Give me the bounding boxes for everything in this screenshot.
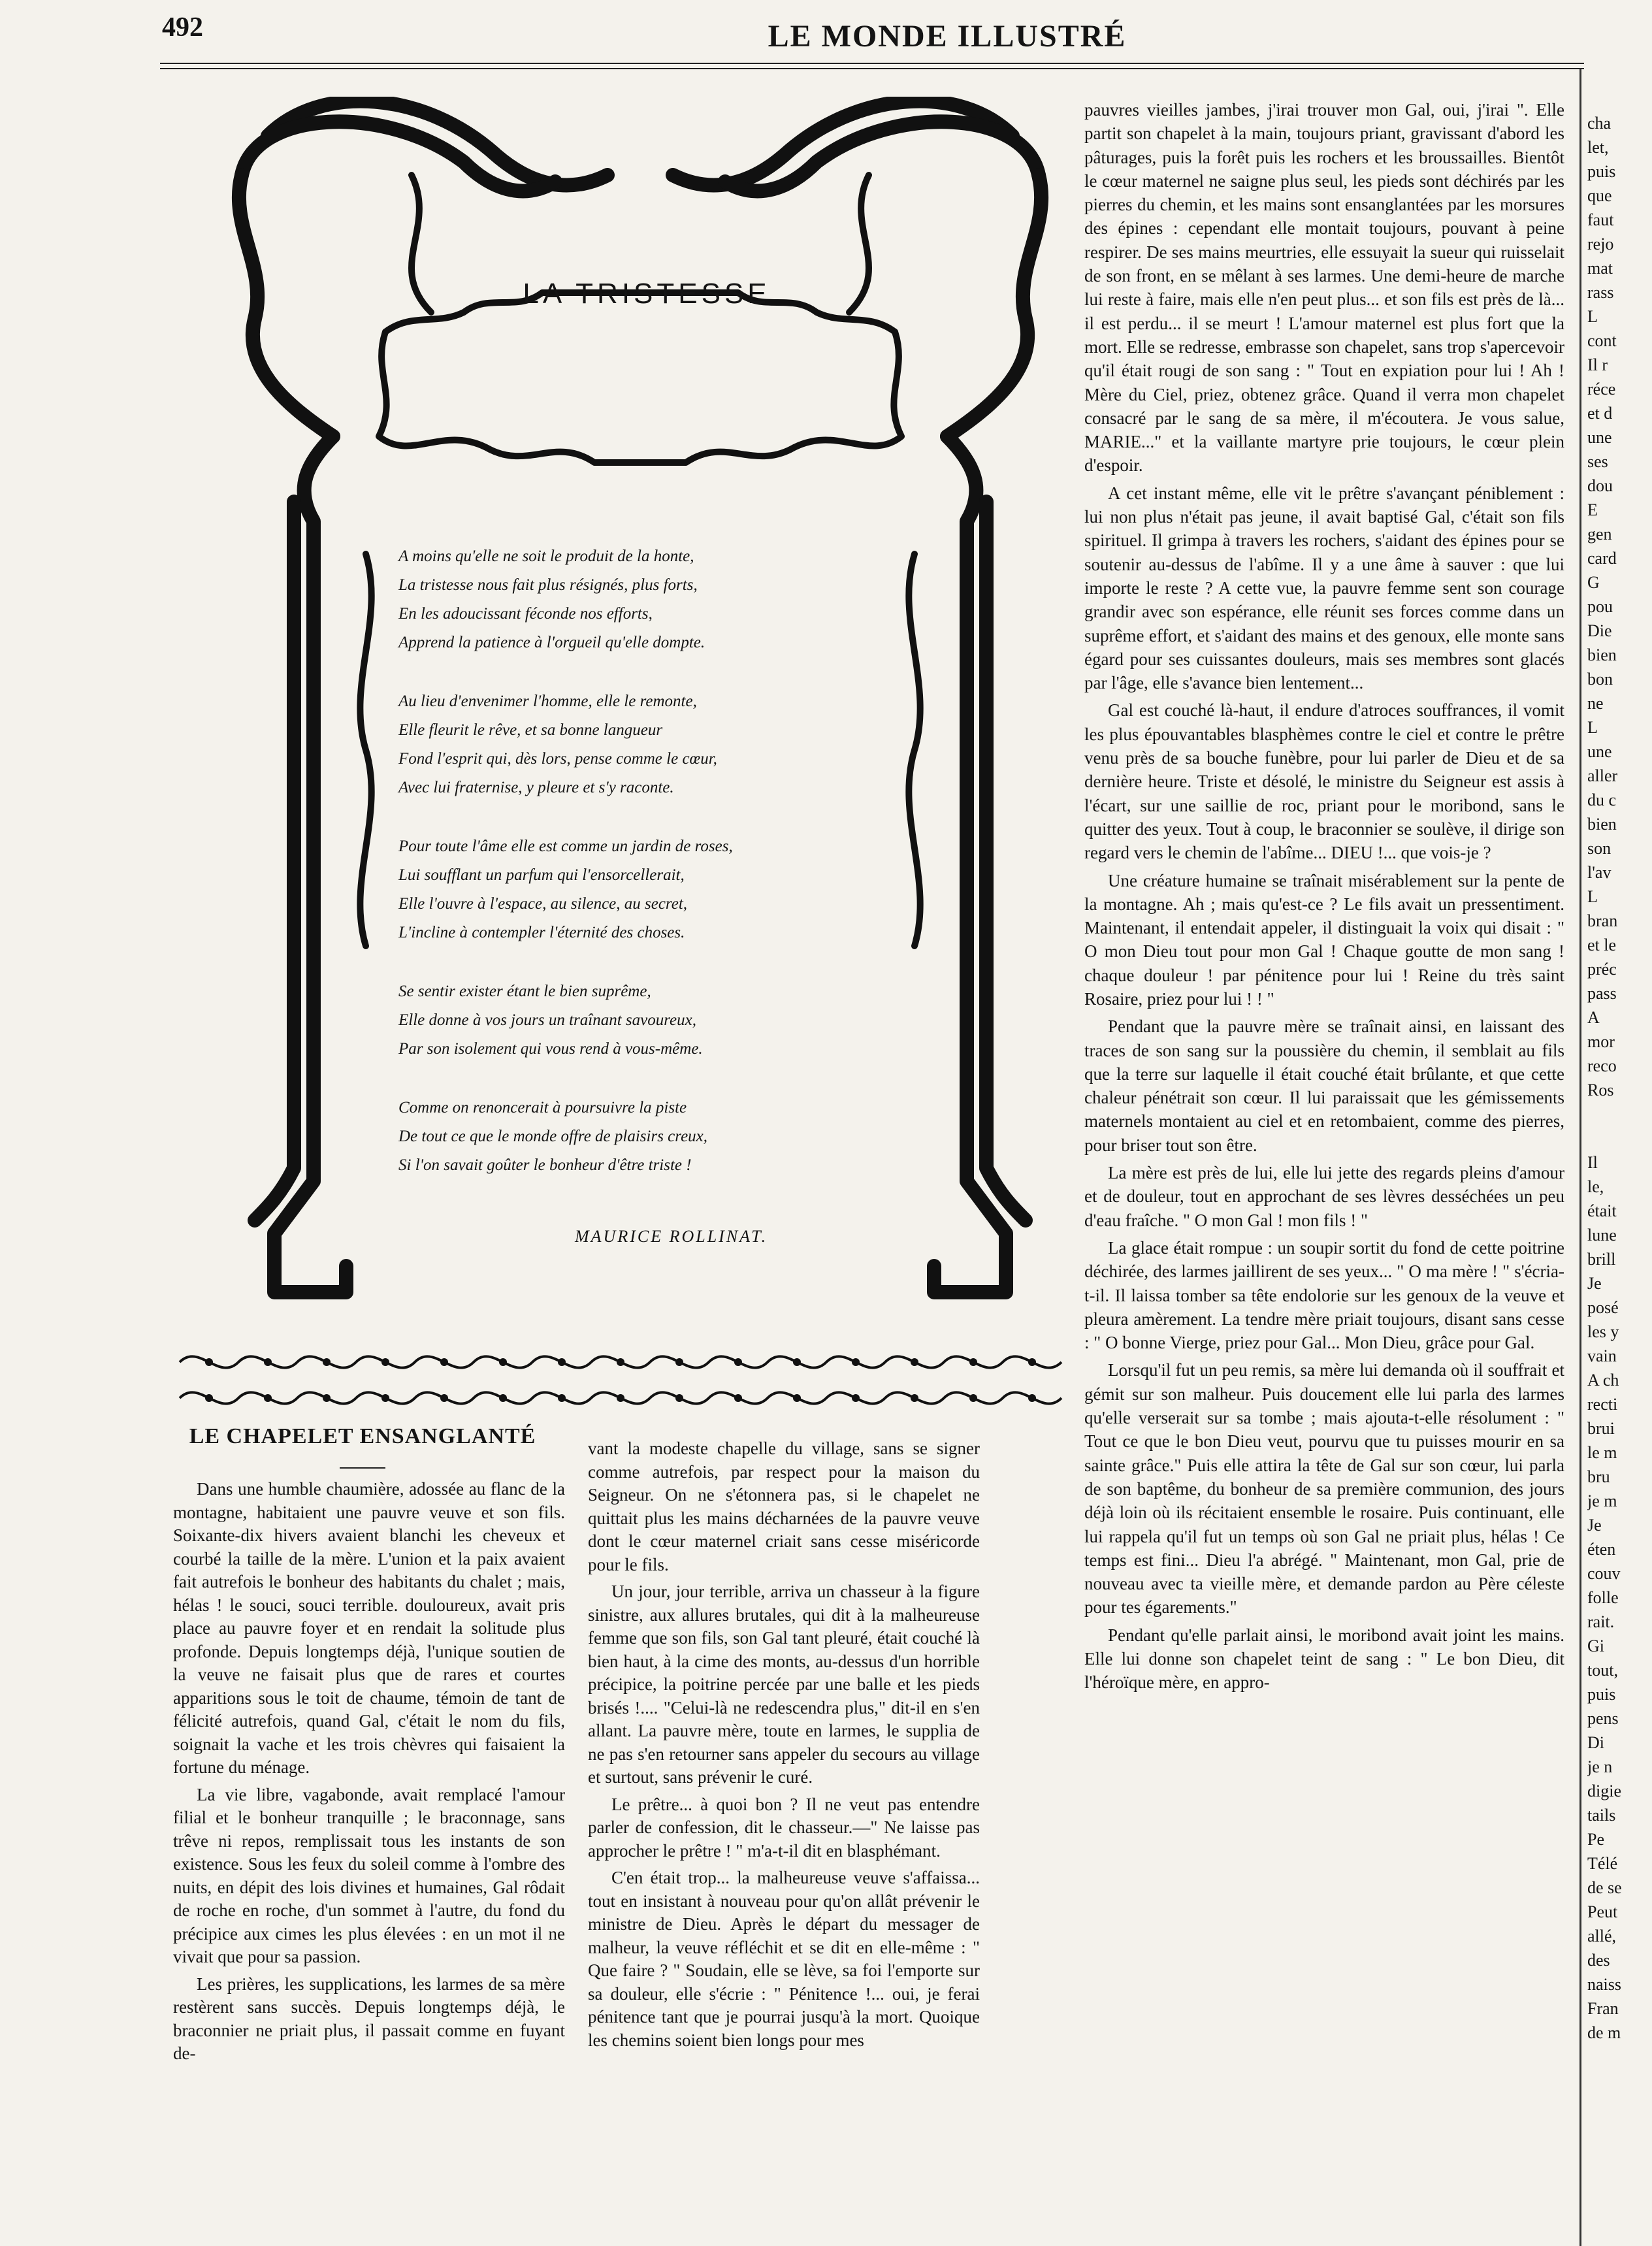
poem-line: Elle donne à vos jours un traînant savoureux, — [398, 1011, 696, 1029]
poem-stanza — [398, 832, 856, 947]
fragment-line: je n — [1587, 1757, 1613, 1776]
fragment-line: réce — [1587, 380, 1616, 399]
fragment-line: du c — [1587, 790, 1617, 809]
title-rule — [340, 1467, 385, 1469]
fragment-line: digie — [1587, 1782, 1621, 1800]
fragment-line: Ros — [1587, 1081, 1614, 1099]
fragment-line: le m — [1587, 1443, 1617, 1462]
paragraph: Dans une humble chaumière, adossée au flanc de la montagne, habitaient une pauvre veuve et son fils. Soixante-dix hivers avaient blanchi les cheveux et courbé la taille de la mère. L'union et la paix avaient fait autrefois le bonheur des habitants du chalet ; mais, hélas ! le souci, souci terrible. douloureux, avait pris place au pauvre foyer et en rendait la solitude plus profonde. Depuis longtemps déjà, l'unique soutien de la veuve ne faisait plus que de rares et courtes apparitions sous le toit de chaume, témoin de tant de félicité autrefois, quand Gal, c'était le nom du fils, soignait la vache et les trois chèvres qui faisaient la fortune du ménage. — [173, 1479, 565, 1777]
header-rule-bottom — [160, 68, 1584, 69]
poem-line: Apprend la patience à l'orgueil qu'elle dompte. — [398, 634, 705, 651]
poem-line: Si l'on savait goûter le bonheur d'être triste ! — [398, 1156, 692, 1174]
fragment-line: pass — [1587, 984, 1617, 1003]
fragment-line: l'av — [1587, 863, 1612, 882]
fragment-line: pens — [1587, 1709, 1619, 1728]
fragment-line: gen — [1587, 525, 1612, 544]
poem-stanza — [398, 1094, 856, 1180]
fragment-line: Je — [1587, 1516, 1602, 1535]
fragment-line: rait. — [1587, 1612, 1615, 1631]
paragraph: vant la modeste chapelle du village, sans se signer comme autrefois, par respect pour la maison du Seigneur. On ne s'étonnera pas, si le chapelet ne quittait plus les mains décharnées de la pauvre veuve dont le cœur maternel criait sans cesse miséricorde pour le fils. — [588, 1439, 980, 1574]
fragment-line: une — [1587, 428, 1612, 447]
paragraph: Les prières, les supplications, les larmes de sa mère restèrent sans succès. Depuis longtemps déjà, le braconnier ne priait plus, il passait comme en fuyant de- — [173, 1974, 565, 2063]
floral-ornament-band — [173, 1336, 1068, 1414]
poem-line: Se sentir exister étant le bien suprême, — [398, 983, 651, 1000]
poem-line: Lui soufflant un parfum qui l'ensorcellerait, — [398, 866, 685, 884]
poem-line: Fond l'esprit qui, dès lors, pense comme le cœur, — [398, 750, 717, 768]
fragment-line: et le — [1587, 936, 1617, 954]
fragment-line: préc — [1587, 960, 1617, 979]
paragraph: Un jour, jour terrible, arriva un chasseur à la figure sinistre, aux allures brutales, qui dit à la malheureuse femme que son fils, son Gal tant pleuré, était couché là bien haut, à la cime des monts, au-dessus d'un horrible précipice, la poitrine percée par une balle et les pieds brisés !.... "Celui-là ne redescendra plus," dit-il en s'en allant. La pauvre mère, toute en larmes, le supplia de ne pas s'en retourner sans appeler du secours au village et surtout, sans prévenir le curé. — [588, 1582, 980, 1787]
fragment-line: de m — [1587, 2023, 1621, 2042]
poem-body — [398, 542, 856, 1210]
fragment-line: les y — [1587, 1322, 1619, 1341]
fragment-line: folle — [1587, 1588, 1619, 1607]
fragment-line: L — [1587, 887, 1598, 906]
fragment-line: le, — [1587, 1177, 1604, 1196]
poem-line: Pour toute l'âme elle est comme un jardin de roses, — [398, 838, 733, 855]
article-column-1 — [173, 1478, 565, 2070]
fragment-line: son — [1587, 839, 1612, 858]
poem-stanza — [398, 977, 856, 1064]
fragment-line: card — [1587, 549, 1617, 568]
fragment-line: let, — [1587, 138, 1609, 157]
fragment-line: lune — [1587, 1226, 1617, 1245]
fragment-line — [1587, 1126, 1652, 1150]
fragment-line: était — [1587, 1201, 1617, 1220]
fragment-line: Die — [1587, 621, 1612, 640]
poem-line: La tristesse nous fait plus résignés, plus forts, — [398, 576, 698, 594]
fragment-line: naiss — [1587, 1975, 1621, 1994]
fragment-line: une — [1587, 742, 1612, 761]
poem-line: De tout ce que le monde offre de plaisirs creux, — [398, 1128, 708, 1145]
fragment-line: A ch — [1587, 1371, 1619, 1390]
header-rule-top — [160, 63, 1584, 64]
fragment-line: des — [1587, 1951, 1610, 1970]
fragment-line: et d — [1587, 404, 1613, 423]
paragraph: C'en était trop... la malheureuse veuve s'affaissa... tout en insistant à nouveau pour qu'on allât prévenir le ministre de Dieu. Après le départ du messager de malheur, la veuve réfléchit et se dit en elle-même : " Que faire ? " Soudain, elle se lève, sa foi l'emporte sur sa douleur, elle s'écrie : " Pénitence !... oui, je ferai pénitence tant que je pourrai jusqu'à la mort. Quoique les chemins soient bien longs pour mes — [588, 1868, 980, 2050]
poem-stanza — [398, 542, 856, 657]
page-number: 492 — [162, 12, 203, 42]
poem-author: MAURICE ROLLINAT. — [575, 1227, 768, 1246]
fragment-line: Pe — [1587, 1830, 1604, 1849]
fragment-line: Di — [1587, 1733, 1604, 1752]
fragment-line: A — [1587, 1008, 1600, 1027]
fragment-line: aller — [1587, 766, 1618, 785]
fragment-line: ne — [1587, 694, 1604, 713]
page-edge-rule — [1579, 69, 1581, 2246]
fragment-line: Télé — [1587, 1854, 1618, 1873]
fragment-line: G — [1587, 573, 1600, 592]
fragment-line: rass — [1587, 283, 1614, 302]
paragraph: Une créature humaine se traînait misérablement sur la pente de la montagne. Ah ; mais qu'est-ce ? Le fils avait un pressentiment. Maintenant, il entendait appeler, il distinguait la voix qui disait : " O mon Dieu tout pour mon Gal ! Chaque goutte de mon sang ! chaque douleur ! par pénitence pour lui ! Reine du très saint Rosaire, priez pour lui ! ! " — [1084, 870, 1564, 1009]
paragraph: La glace était rompue : un soupir sortit du fond de cette poitrine déchirée, des larmes jaillirent de ses yeux... " O ma mère ! " s'écria-t-il. Il laissa tomber sa tête endolorie sur les genoux de la veuve et pleura amèrement. La tendre mère priait toujours, disant sans cesse : " O bonne Vierge, priez pour Gal... Mon Dieu, grâce pour Gal. — [1084, 1237, 1564, 1353]
fragment-line — [1587, 1102, 1652, 1126]
fragment-line: tout, — [1587, 1661, 1618, 1680]
fragment-line: pou — [1587, 597, 1613, 616]
fragment-line: L — [1587, 718, 1598, 737]
poem-line: Elle l'ouvre à l'espace, au silence, au secret, — [398, 895, 688, 913]
article-column-2 — [588, 1437, 980, 2056]
fragment-line: puis — [1587, 1685, 1616, 1704]
paragraph: A cet instant même, elle vit le prêtre s'avançant péniblement : lui non plus n'était pas jeune, il avait baptisé Gal, c'était son fils spirituel. Il grimpa à travers les rochers, s'aidant des épines pour se soutenir au-dessus de l'abîme. Il y a une âme à sauver : que lui importe le reste ? A cette vue, la pauvre femme sent son courage grandir avec son espérance, elle réunit ses forces comme dans un suprême effort, et s'aidant des mains et des genoux, elle monte sans égard pour ses cuissantes douleurs, mais ses membres sont glacés par l'âge, elle s'avance bien lentement... — [1084, 483, 1564, 693]
fragment-line: cont — [1587, 331, 1617, 350]
fragment-line: reco — [1587, 1056, 1617, 1075]
fragment-line: Il r — [1587, 355, 1608, 374]
fragment-line: posé — [1587, 1298, 1619, 1317]
paragraph: Pendant que la pauvre mère se traînait ainsi, en laissant des traces de son sang sur la poussière du chemin, il semblait au fils que la terre sur laquelle il était couché était brûlante, et que cette chaleur pénétrait son cœur. Il lui paraissait que les gémissements maternels montaient au ciel et en retombaient, comme des pierres, pour briser tout son être. — [1084, 1017, 1564, 1155]
paragraph: La mère est près de lui, elle lui jette des regards pleins d'amour et de douleur, tout en approchant de ses lèvres desséchées un peu d'eau fraîche. " O mon Gal ! mon fils ! " — [1084, 1163, 1564, 1230]
poem-line: A moins qu'elle ne soit le produit de la honte, — [398, 547, 694, 565]
poem-line: Avec lui fraternise, y pleure et s'y raconte. — [398, 779, 674, 796]
fragment-line: tails — [1587, 1806, 1616, 1825]
fragment-line: vain — [1587, 1346, 1617, 1365]
fragment-line: Peut — [1587, 1902, 1618, 1921]
fragment-line: bien — [1587, 645, 1617, 664]
fragment-line: brui — [1587, 1419, 1615, 1438]
poem-line: En les adoucissant féconde nos efforts, — [398, 605, 653, 623]
article-column-3 — [1084, 98, 1564, 1699]
fragment-line: E — [1587, 500, 1598, 519]
fragment-line: recti — [1587, 1395, 1618, 1414]
fragment-line: de se — [1587, 1878, 1622, 1897]
poem-line: Elle fleurit le rêve, et sa bonne langueur — [398, 721, 663, 739]
fragment-line: bien — [1587, 815, 1617, 834]
fragment-line: puis — [1587, 162, 1616, 181]
poem-line: L'incline à contempler l'éternité des choses. — [398, 924, 685, 941]
fragment-line: bon — [1587, 670, 1613, 689]
fragment-line: Gi — [1587, 1636, 1604, 1655]
paragraph: pauvres vieilles jambes, j'irai trouver mon Gal, oui, j'irai ". Elle partit son chapelet à la main, toujours priant, gravissant d'abord les pâturages, puis la forêt puis les rochers et les broussailles. Bientôt le cœur maternel ne saigne plus seul, les pieds sont déchirés par les pierres du chemin, et les mains sont ensanglantées par les morsures des épines : cependant elle montait toujours, pouvant à peine respirer. De ses mains meurtries, elle essuyait la sueur qui ruisselait de son front, en se mêlant à ses larmes. Une demi-heure de marche lui reste à faire, mais elle n'en peut plus... et son fils est près de là... il est perdu... il se meurt ! L'amour maternel est plus fort que la mort. Elle se redresse, embrasse son chapelet, sans trop s'apercevoir qu'il était rougi de son sang : " Tout en expiation pour lui ! Ah ! Mère du Ciel, priez, obtenez grâce. Quand il verra mon chapelet consacré par le sang de sa mère, il m'écoutera. Je vous salue, MARIE..." et la vaillante martyre prie toujours, le cœur plein d'espoir. — [1084, 100, 1564, 476]
fragment-line: faut — [1587, 210, 1614, 229]
fragment-line: Je — [1587, 1274, 1602, 1293]
fragment-line: allé, — [1587, 1927, 1617, 1945]
fragment-line: cha — [1587, 114, 1612, 133]
fragment-line: éten — [1587, 1540, 1616, 1559]
fragment-line: Il — [1587, 1153, 1598, 1172]
paragraph: Gal est couché là-haut, il endure d'atroces souffrances, il vomit les plus épouvantables blasphèmes contre le ciel et contre le prêtre venu près de sa bouche funèbre, pour lui parler de Dieu et de sa dernière heure. Triste et désolé, le ministre du Seigneur est assis à l'écart, sur une saillie de roc, priant pour le moribond, sans le quitter des yeux. Tout à coup, le braconnier se soulève, il dirige son regard vers le chemin de l'abîme... DIEU !... que vois-je ? — [1084, 700, 1564, 863]
paragraph: La vie libre, vagabonde, avait remplacé l'amour filial et le bonheur tranquille ; le braconnage, sans trêve ni repos, remplissait tous les instants de son existence. Sous les feux du soleil comme à l'ombre des nuits, en dépit des lois divines et humaines, Gal rôdait de roche en roche, d'un sommet à l'autre, du fond du précipice aux cimes les plus élevées : en un mot il ne vivait que pour sa passion. — [173, 1784, 565, 1966]
poem-line: Au lieu d'envenimer l'homme, elle le remonte, — [398, 692, 697, 710]
facing-page-fragments — [1587, 111, 1652, 2045]
masthead: LE MONDE ILLUSTRÉ — [768, 19, 1127, 54]
fragment-line: ses — [1587, 452, 1608, 471]
fragment-line: Fran — [1587, 1999, 1619, 2018]
fragment-line: mor — [1587, 1032, 1615, 1051]
fragment-line: bran — [1587, 911, 1618, 930]
fragment-line: je m — [1587, 1491, 1617, 1510]
poem-line: Par son isolement qui vous rend à vous-même. — [398, 1040, 703, 1058]
poem-stanza — [398, 687, 856, 802]
fragment-line: dou — [1587, 476, 1613, 495]
paragraph: Le prêtre... à quoi bon ? Il ne veut pas entendre parler de confession, dit le chasseur.—" Ne laisse pas approcher le prêtre ! " m'a-t-il dit en blasphémant. — [588, 1794, 980, 1861]
fragment-line: rejo — [1587, 235, 1614, 253]
fragment-line: brill — [1587, 1250, 1616, 1269]
article-title: LE CHAPELET ENSANGLANTÉ — [189, 1424, 536, 1448]
poem-title: LA TRISTESSE — [523, 278, 771, 310]
fragment-line: L — [1587, 307, 1598, 326]
poem-line: Comme on renoncerait à poursuivre la piste — [398, 1099, 687, 1116]
fragment-line: bru — [1587, 1467, 1610, 1486]
fragment-line: mat — [1587, 259, 1613, 278]
fragment-line: couv — [1587, 1564, 1621, 1583]
paragraph: Lorsqu'il fut un peu remis, sa mère lui demanda où il souffrait et gémit sur son malheur. Puis doucement elle lui parla des larmes qu'elle verserait sur sa tombe ; mais ajouta-t-elle résolument : " Tout ce que le bon Dieu veut, pourvu que tu puisses mourir en sa sainte grâce." Puis elle attira la tête de Gal sur son cœur, lui parla de son baptême, du bonheur de sa première communion, des jours déjà loin où ils récitaient ensemble le rosaire. Puis continuant, elle lui rappela qu'il fut un temps où son Gal ne priait plus, hélas ! Ce temps est fini... Dieu l'a abrégé. " Maintenant, mon Gal, prie de nouveau avec ta vieille mère, et demande pardon au Père céleste pour tes égarements." — [1084, 1360, 1564, 1618]
paragraph: Pendant qu'elle parlait ainsi, le moribond avait joint les mains. Elle lui donne son chapelet teint de sang : " Le bon Dieu, dit l'héroïque mère, en appro- — [1084, 1625, 1564, 1693]
fragment-line: que — [1587, 186, 1612, 205]
